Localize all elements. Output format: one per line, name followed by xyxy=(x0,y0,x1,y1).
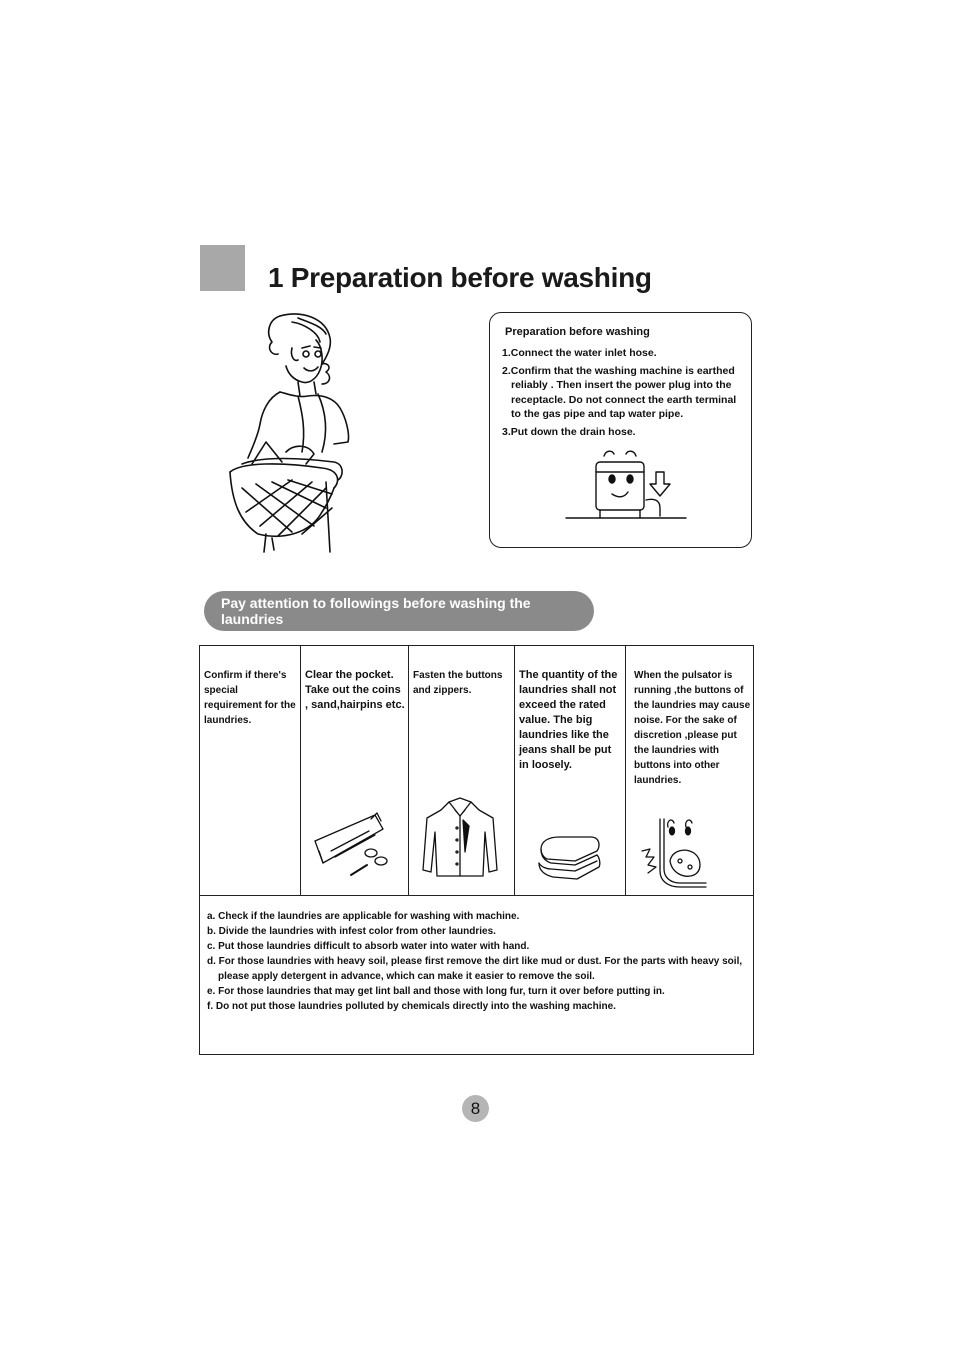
tips-list xyxy=(207,909,753,1014)
preparation-title: Preparation before washing xyxy=(505,326,650,338)
notice-cell xyxy=(625,646,755,895)
shirt-icon xyxy=(419,796,501,880)
pocket-coins-icon xyxy=(313,811,393,881)
notice-cell xyxy=(408,646,514,895)
notice-cell xyxy=(514,646,625,895)
tip-item: a. Check if the laundries are applicable for washing with machine. xyxy=(207,911,520,922)
washing-machine-illustration xyxy=(564,448,690,523)
tip-item: b. Divide the laundries with infest color from other laundries. xyxy=(207,926,496,937)
tip-item: d. For those laundries with heavy soil, please first remove the dirt like mud or dust. For the parts with heavy soil, please apply detergent in advance, which can make it easier to remove the soil. xyxy=(207,956,743,982)
preparation-steps xyxy=(502,346,747,442)
notice-text: Fasten the buttons and zippers. xyxy=(413,670,503,696)
notice-cell xyxy=(200,646,300,895)
preparation-box xyxy=(489,312,752,548)
attention-banner: Pay attention to followings before washing the laundries xyxy=(204,591,594,631)
preparation-step: 3.Put down the drain hose. xyxy=(502,425,636,438)
notice-table xyxy=(199,645,754,1055)
notice-text: Clear the pocket. Take out the coins , sand,hairpins etc. xyxy=(305,669,405,711)
notice-row xyxy=(200,646,753,896)
page-number: 8 xyxy=(462,1095,489,1122)
notice-cell xyxy=(300,646,408,895)
folded-clothes-icon xyxy=(535,831,605,883)
section-marker xyxy=(200,245,245,291)
page-title: 1 Preparation before washing xyxy=(268,262,652,293)
notice-text: The quantity of the laundries shall not exceed the rated value. The big laundries like the jeans shall be put in loosely. xyxy=(519,669,618,771)
tip-item: e. For those laundries that may get lint ball and those with long fur, turn it over before putting in. xyxy=(207,986,665,997)
tip-item: f. Do not put those laundries polluted by chemicals directly into the washing machine. xyxy=(207,1001,616,1012)
tip-item: c. Put those laundries difficult to absorb water into water with hand. xyxy=(207,941,530,952)
noisy-buttons-icon xyxy=(640,811,710,891)
notice-text: When the pulsator is running ,the buttons of the laundries may cause noise. For the sake of discretion ,please put the laundries with buttons into other laundries. xyxy=(634,670,751,786)
preparation-step: 2.Confirm that the washing machine is earthed reliably . Then insert the power plug into the receptacle. Do not connect the earth terminal to the gas pipe and tap water pipe. xyxy=(502,364,737,420)
woman-with-basket-illustration xyxy=(222,312,362,557)
preparation-step: 1.Connect the water inlet hose. xyxy=(502,347,657,359)
notice-text: Confirm if there's special requirement for the laundries. xyxy=(204,670,296,726)
